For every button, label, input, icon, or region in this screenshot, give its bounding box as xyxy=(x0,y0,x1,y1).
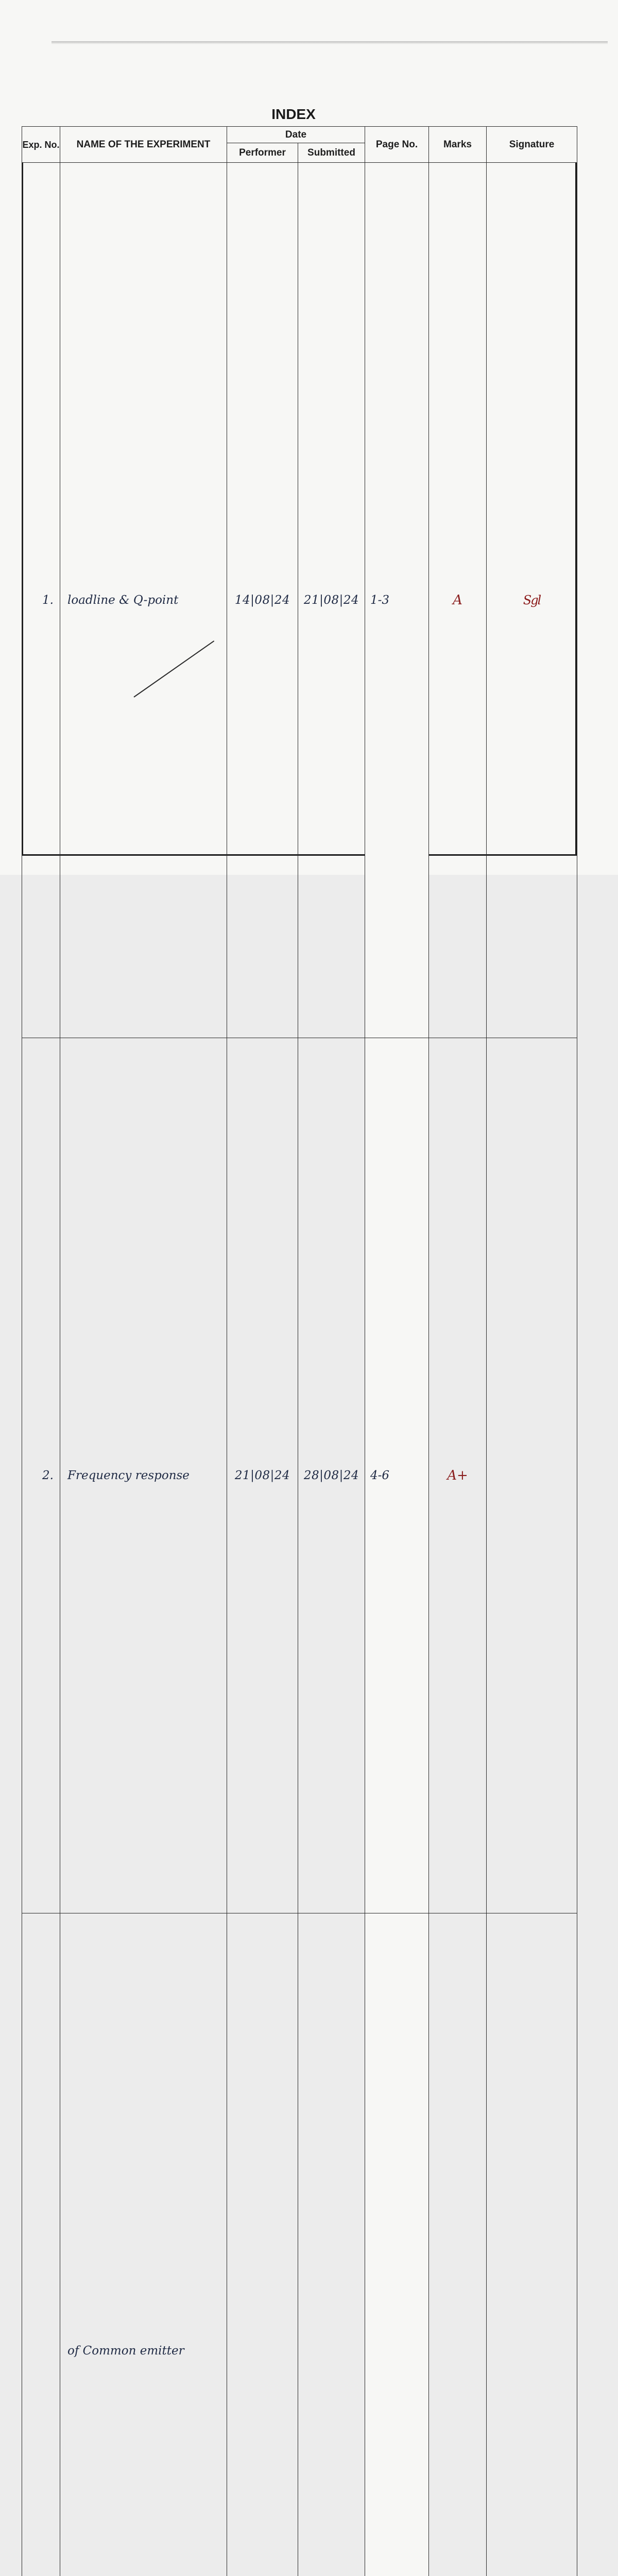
experiment-name: Frequency response xyxy=(60,1038,227,1913)
exp-number xyxy=(22,1913,60,2576)
header-page-no: Page No. xyxy=(365,127,429,163)
header-date: Date xyxy=(227,127,365,143)
submitted-date: 28|08|24 xyxy=(298,1038,365,1913)
exp-number: 2. xyxy=(22,1038,60,1913)
signature-mark: Sgl xyxy=(487,163,577,1038)
header-name: NAME OF THE EXPERIMENT xyxy=(60,127,227,163)
header-performer: Performer xyxy=(227,143,298,163)
header-submitted: Submitted xyxy=(298,143,365,163)
experiment-name: of Common emitter xyxy=(60,1913,227,2576)
exp-number: 1. xyxy=(22,163,60,1038)
performer-date: 14|08|24 xyxy=(227,163,298,1038)
performer-date xyxy=(227,1913,298,2576)
submitted-date: 21|08|24 xyxy=(298,163,365,1038)
header-exp-no: Exp. No. xyxy=(22,127,60,163)
marks-value: A xyxy=(429,163,487,1038)
signature-mark xyxy=(487,1038,577,1913)
header-signature: Signature xyxy=(487,127,577,163)
header-marks: Marks xyxy=(429,127,487,163)
table-row xyxy=(22,163,577,1038)
index-page xyxy=(0,0,618,875)
table-row xyxy=(22,1913,577,2576)
page-number: 1-3 xyxy=(365,163,429,1038)
submitted-date xyxy=(298,1913,365,2576)
marks-value: A+ xyxy=(429,1038,487,1913)
marks-value xyxy=(429,1913,487,2576)
performer-date: 21|08|24 xyxy=(227,1038,298,1913)
page-number: 4-6 xyxy=(365,1038,429,1913)
signature-mark xyxy=(487,1913,577,2576)
page-number xyxy=(365,1913,429,2576)
index-table xyxy=(22,126,577,2576)
table-row xyxy=(22,1038,577,1913)
page-top-edge xyxy=(52,41,608,44)
page-title: INDEX xyxy=(0,106,587,123)
experiment-name: loadline & Q-point xyxy=(60,163,227,1038)
